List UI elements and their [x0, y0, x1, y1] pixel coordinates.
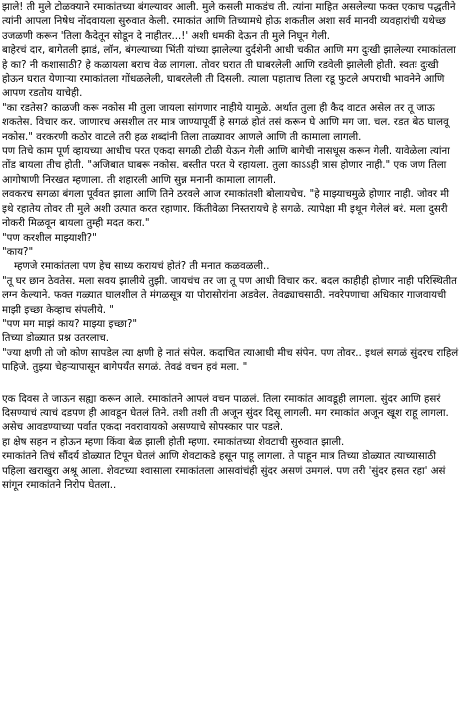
paragraph-3: "का रडतेस? काळजी करू नकोस मी तुला जायला सांगणार नाहीये यामुळे. अर्थात तुला ही कैद वाटत असेल तर तू जाऊ शकतेस. विचार कर. जाणारच असशील तर मात्र जाण्यापूर्वी हे सगळं होतं तसं करून घे आणि मग जा. चल. रडत बेठ घालवू नकोस." वरकरणी कठोर वाटले तरी हळ शब्दांनी तिला ताळ्यावर आणले आणि ती कामाला लागली. — [2, 102, 449, 143]
paragraph-9: "तू घर छान ठेवतेस. मला सवय झालीये तुझी. जायचंच तर जा तू पण आधी विचार कर. बदल काहीही होणार नाही परिस्थितीत लग्न केल्याने. फक्त गळ्यात घालशील ते मंगळसूत्र या पोरासोरांना अडवेल. तेवढ्याचसाठी. नवरेपणाचा अधिकार गाजवायची माझी इच्छा केव्हाच संपलीये. " — [2, 275, 457, 316]
paragraph-6: "पण करशील माझ्याशी?" — [2, 232, 97, 244]
paragraph-7: "काय?" — [2, 246, 34, 258]
paragraph-8: म्हणजे रमाकांतला पण हेच साध्य करायचं होतं? ती मनात कळवळली.. — [14, 261, 270, 273]
paragraph-15: रमाकांतने तिचं सौंदर्य डोळ्यात टिपून घेतलं आणि शेवटाकडे हसून पाहू लागला. ते पाहून मात्र तिच्या डोळ्यात त्याच्यासाठी पहिला खराखुरा अश्रू आला. शेवटच्या श्वासाला रमाकांतला आसवांचंही सुंदर असणं उमगलं. पण तरी 'सुंदर हसत रहा' असं सांगून रमाकांतने निरोप घेतला.. — [2, 451, 446, 491]
paragraph-1: झाले! ती मुले टोळक्याने रमाकांतच्या बंगल्यावर आली. मुले कसली माकडंच ती. त्यांना माहित असलेल्या फक्त एकाच पद्धतीने त्यांनी आपला निषेध नोंदवायला सुरुवात केली. रमाकांत आणि तिच्यामधे होऊ शकतील अशा सर्व मानवी व्यवहारांची यथेच्छ उजळणी करून 'तिला कैदेतून सोडून दे नाहीतर...!' अशी धमकी देऊन ती मुले निघून गेली. — [2, 2, 456, 42]
paragraph-2: बाहेरचं दार, बागेतली झाडं, लॉन, बंगल्याच्या भिंती यांच्या झालेल्या दुर्दशेनी आधी चकीत आणि मग दुःखी झालेल्या रमाकांतला हे का? नी कशासाठी? हे कळायला बराच वेळ लागला. तोवर घरात ती घाबरलेली आणि रडवेली झालेली होती. स्वतः दुःखी होऊन घरात येणाऱ्या रमाकांतला गोंधळलेली, घाबरलेली ती दिसली. त्याला पहाताच तिला रडू फुटले अपराधी भावनेने आणि आपण रडतोय याचेही. — [2, 45, 456, 100]
paragraph-14: हा क्षेष सहन न होऊन म्हणा किंवा बेळ झाली होती म्हणा. रमाकांतच्या शेवटाची सुरुवात झाली. — [2, 436, 345, 448]
paragraph-gap — [2, 376, 461, 393]
paragraph-11: तिच्या डोळ्यात प्रश्न उतरलाच. — [2, 333, 110, 345]
paragraph-10: "पण मग माझं काय? माझ्या इच्छा?" — [2, 318, 138, 330]
paragraph-4: पण तिचे काम पूर्ण व्हायच्या आधीच परत एकदा सगळी टोळी येऊन गेली आणि बागेची नासधूस करून गेली. यावेळेला त्यांना तोंड बायला तीच होती. "अजिबात घाबरू नकोस. बस्तीत परत ये रहायला. तुला काऽऽही त्रास होणार नाही." एक जण तिला आगोषाणी निरखत म्हणाला. ती शहारली आणि सुन्न मनानी कामाला लागली. — [2, 146, 450, 186]
paragraph-13: एक दिवस ते जाऊन सह्या करून आले. रमाकांतने आपलं वचन पाळलं. तिला रमाकांत आवडूही लागला. सुंदर आणि हसरं दिसण्याचं त्याचं दडपण ही आवडून घेतलं तिने. तशी तशी ती अजून सुंदर दिसू लागली. मग रमाकांत अजून खूश राहू लागला. असेच आवडण्याच्या पर्वात एकदा नवरावायको असण्याचे सोपस्कार पार पडले. — [2, 393, 449, 434]
paragraph-5: लवकरच सगळा बंगला पूर्ववत झाला आणि तिने ठरवले आज रमाकांतशी बोलायचेच. "हे माझ्याचमुळे होणार नाही. जोवर मी इथे रहातेय तोवर ती मुले अशी उत्पात करत रहाणार. किंतीवेळा निस्तरायचे हे सगळे. त्यापेक्षा मी इथून गेलेलं बरं. मला दुसरी नोकरी मिळवून बायला तुम्ही मदत करा." — [2, 189, 450, 230]
paragraph-12: "ज्या क्षणी तो जो कोण सापडेल त्या क्षणी हे नातं संपेल. कदाचित त्याआधी मीच संपेन. पण तोवर.. इथलं सगळं सुंदरच राहिलं पाहिजे. तुझ्या चेहऱ्यापासून बागेपर्यंत सगळं. तेवढं वचन हवं मला. " — [2, 347, 459, 374]
